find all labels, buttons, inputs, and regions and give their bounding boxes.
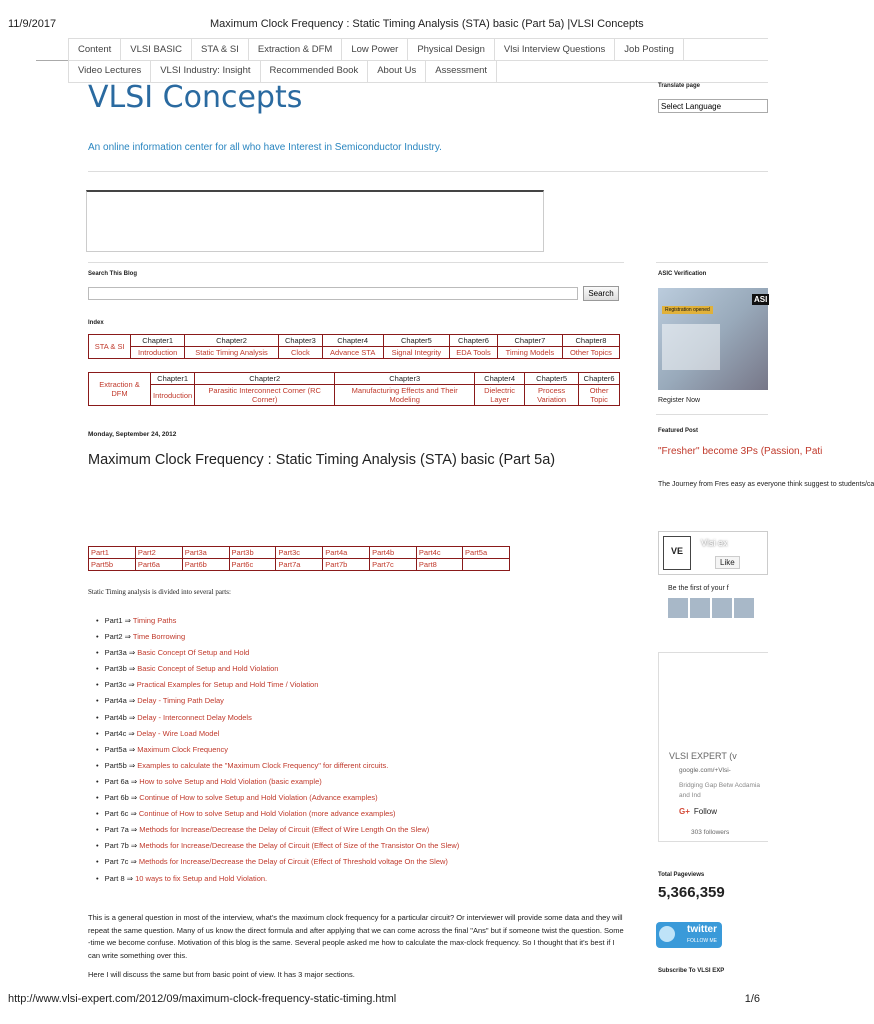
chapter-header: Chapter4 (322, 335, 383, 347)
part-key: Part4b (104, 712, 127, 722)
list-item: • Part4c ⇒ Delay - Wire Load Model (96, 726, 459, 742)
nav-item-physical-design[interactable]: Physical Design (408, 39, 495, 60)
print-url: http://www.vlsi-expert.com/2012/09/maximum-clock-frequency-static-timing.html (8, 993, 397, 1005)
list-item: • Part 8 ⇒ 10 ways to fix Setup and Hold Violation. (96, 871, 459, 887)
chapter-link[interactable]: Clock (279, 347, 323, 359)
vlsi-expert-logo: VE (663, 536, 691, 570)
list-item: • Part 7a ⇒ Methods for Increase/Decrease the Delay of Circuit (Effect of Wire Length On the Slew) (96, 822, 459, 838)
part-link[interactable]: Part3a (182, 547, 229, 559)
part-link[interactable]: How to solve Setup and Hold Violation (basic example) (139, 776, 322, 786)
dfm-index-table (88, 372, 620, 406)
list-item: • Part5a ⇒ Maximum Clock Frequency (96, 742, 459, 758)
blog-description: An online information center for all who have Interest in Semiconductor Industry. (88, 142, 442, 153)
divider (656, 414, 768, 415)
index-label: Index (88, 320, 104, 326)
google-plus-url[interactable]: google.com/+Vlsi- (679, 767, 731, 774)
part-link[interactable]: Part6a (135, 559, 182, 571)
google-plus-widget (658, 652, 768, 842)
chapter-link[interactable]: Advance STA (322, 347, 383, 359)
list-item: • Part 6c ⇒ Continue of How to solve Setup and Hold Violation (more advance examples) (96, 806, 459, 822)
part-link[interactable]: Methods for Increase/Decrease the Delay of Circuit (Effect of Wire Length On the Slew) (139, 825, 430, 835)
chapter-link[interactable]: Signal Integrity (383, 347, 449, 359)
part-key: Part 7a (104, 825, 129, 835)
language-select[interactable]: Select Language (658, 99, 768, 113)
list-item: • Part2 ⇒ Time Borrowing (96, 629, 459, 645)
subscribe-label: Subscribe To VLSI EXP (658, 968, 725, 974)
nav-item-recommended-book[interactable]: Recommended Book (261, 60, 369, 82)
part-link[interactable]: Part7a (276, 559, 323, 571)
part-link[interactable]: Part4c (416, 547, 462, 559)
chapter-header: Chapter3 (335, 373, 475, 385)
list-item: • Part 7b ⇒ Methods for Increase/Decrease the Delay of Circuit (Effect of Size of the Transistor On the Slew) (96, 838, 459, 854)
part-key: Part 6c (104, 809, 129, 819)
divider (88, 262, 624, 263)
asic-verification-banner[interactable] (658, 288, 768, 390)
nav-divider (36, 60, 68, 61)
part-link[interactable]: Part6c (229, 559, 276, 571)
sta-index-table (88, 334, 620, 359)
part-key: Part 6a (104, 776, 129, 786)
part-link[interactable]: Part3c (276, 547, 323, 559)
chapter-link[interactable]: Introduction (131, 347, 185, 359)
chapter-link[interactable]: Introduction (151, 385, 195, 406)
part-link[interactable]: Part7c (370, 559, 417, 571)
chapter-header: Chapter7 (497, 335, 562, 347)
part-link[interactable]: Part4b (370, 547, 417, 559)
chapter-header: Chapter5 (383, 335, 449, 347)
list-item: • Part3c ⇒ Practical Examples for Setup and Hold Time / Violation (96, 677, 459, 693)
google-plus-follow-button[interactable] (679, 807, 717, 816)
part-link[interactable]: Part1 (89, 547, 136, 559)
part-link[interactable]: Part6b (182, 559, 229, 571)
chapter-link[interactable]: Process Variation (525, 385, 579, 406)
chapter-header: Chapter8 (562, 335, 619, 347)
part-link[interactable]: Part4a (323, 547, 370, 559)
list-item: • Part 6a ⇒ How to solve Setup and Hold Violation (basic example) (96, 774, 459, 790)
part-key: Part1 (104, 616, 123, 625)
part-key: Part2 (104, 632, 123, 642)
chapter-link[interactable]: EDA Tools (450, 347, 498, 359)
print-page-number: 1/6 (744, 993, 760, 1005)
part-key: Part3b (104, 664, 127, 674)
chapter-header: Chapter1 (131, 335, 185, 347)
part-key: Part4a (104, 696, 127, 706)
nav-item-vlsi-basic[interactable]: VLSI BASIC (121, 39, 192, 60)
nav-item-low-power[interactable]: Low Power (342, 39, 408, 60)
banner-ad[interactable] (86, 190, 544, 252)
part-link[interactable]: Delay - Interconnect Delay Models (137, 712, 252, 722)
dfm-row-label[interactable]: Extraction & DFM (89, 373, 151, 406)
nav-item-content[interactable]: Content (68, 39, 121, 60)
part-link[interactable]: Part8 (416, 559, 462, 571)
part-link[interactable]: Part7b (323, 559, 370, 571)
part-link[interactable]: Methods for Increase/Decrease the Delay of Circuit (Effect of Size of the Transistor On the Slew) (139, 841, 460, 851)
part-key: Part3c (104, 680, 127, 690)
part-link[interactable] (463, 559, 510, 571)
translate-label: Translate page (658, 83, 701, 89)
facebook-first-friend: Be the first of your f (668, 585, 729, 592)
part-nav-table (88, 546, 510, 571)
print-date: 11/9/2017 (8, 18, 57, 30)
divider (656, 262, 768, 263)
follow-label: Follow (693, 807, 718, 816)
featured-post-label: Featured Post (658, 428, 699, 434)
part-link[interactable]: Continue of How to solve Setup and Hold Violation (more advance examples) (138, 809, 396, 819)
avatar[interactable] (734, 598, 754, 618)
blog-title[interactable]: VLSI Concepts (88, 80, 303, 115)
part-link[interactable]: Basic Concept Of Setup and Hold (137, 648, 250, 658)
twitter-follow-label: FOLLOW ME (686, 938, 717, 944)
google-plus-page-name[interactable]: VLSI EXPERT (v (669, 751, 737, 761)
nav-item-interview-questions[interactable]: Vlsi Interview Questions (495, 39, 615, 60)
parts-list (96, 613, 459, 887)
avatar[interactable] (712, 598, 732, 618)
part-link[interactable]: Methods for Increase/Decrease the Delay of Circuit (Effect of Threshold voltage On the Slew) (138, 857, 448, 867)
avatar[interactable] (668, 598, 688, 618)
part-key: Part5b (104, 760, 127, 770)
nav-item-video-lectures[interactable]: Video Lectures (68, 60, 151, 82)
part-link[interactable]: Timing Paths (132, 616, 177, 625)
asic-verification-label: ASIC Verification (658, 271, 707, 277)
part-key: Part5a (104, 744, 127, 754)
list-item: • Part5b ⇒ Examples to calculate the "Maximum Clock Frequency" for different circuits. (96, 758, 459, 774)
sta-row-label[interactable]: STA & SI (89, 335, 131, 359)
twitter-bird-icon (659, 926, 675, 942)
list-item: • Part1 ⇒ Timing Paths (96, 613, 459, 629)
search-label: Search This Blog (88, 271, 138, 277)
part-link[interactable]: Continue of How to solve Setup and Hold Violation (Advance examples) (139, 793, 378, 803)
chapter-header: Chapter4 (475, 373, 525, 385)
part-key: Part 6b (104, 793, 129, 803)
nav-item-industry-insight[interactable]: VLSI Industry: Insight (151, 60, 260, 82)
google-plus-description: Bridging Gap Betw Acdamia and Ind (679, 782, 760, 799)
part-link[interactable]: Part2 (135, 547, 182, 559)
friend-avatars (668, 598, 754, 618)
chapter-link[interactable]: Parasitic Interconnect Corner (RC Corner) (195, 385, 335, 406)
nav-item-assessment[interactable]: Assessment (426, 60, 497, 82)
chapter-header: Chapter6 (450, 335, 498, 347)
list-item: • Part 7c ⇒ Methods for Increase/Decrease the Delay of Circuit (Effect of Threshold voltage On the Slew) (96, 854, 459, 870)
twitter-word: twitter (687, 924, 717, 935)
part-link[interactable]: Examples to calculate the "Maximum Clock Frequency" for different circuits. (137, 760, 389, 770)
post-paragraph: This is a general question in most of the interview, what's the maximum clock frequency for a particular circuit? Or interviewer will provide some data and they will repeat the same question. Many of us know the direct formula and after applying that we can come across the final "Ans" but if someone twist the question. Some -time we become confuse. Motivation of this blog is the same. Several people asked me how to calculate the max-clock frequency. So I thought that it's best if I can write something over this. (88, 913, 624, 960)
chapter-header: Chapter5 (525, 373, 579, 385)
featured-post-excerpt: The Journey from Fres easy as everyone think suggest to students/ca (658, 481, 874, 488)
chapter-header: Chapter2 (195, 373, 335, 385)
nav-item-job-posting[interactable]: Job Posting (615, 39, 684, 60)
search-button[interactable]: Search (583, 286, 619, 301)
nav-item-about-us[interactable]: About Us (368, 60, 426, 82)
register-now-link[interactable]: Register Now (658, 397, 701, 404)
banner-textbox (662, 324, 720, 370)
pageviews-label: Total Pageviews (658, 872, 705, 878)
chapter-header: Chapter3 (279, 335, 323, 347)
list-item: • Part4b ⇒ Delay - Interconnect Delay Models (96, 710, 459, 726)
google-plus-icon: G+ (679, 807, 690, 816)
part-link[interactable]: Practical Examples for Setup and Hold Time / Violation (136, 680, 319, 690)
part-key: Part4c (104, 728, 127, 738)
twitter-follow-button[interactable] (656, 922, 722, 948)
pageviews-count: 5,366,359 (658, 884, 725, 901)
list-item: • Part4a ⇒ Delay - Timing Path Delay (96, 693, 459, 709)
part-key: Part 8 (104, 873, 125, 883)
part-link[interactable]: Basic Concept of Setup and Hold Violation (137, 664, 279, 674)
registration-tag: Registration opened (662, 306, 713, 314)
chapter-link[interactable]: Other Topics (562, 347, 619, 359)
part-key: Part3a (104, 648, 127, 658)
facebook-page-name[interactable]: Vlsi ex (701, 538, 728, 548)
post-title[interactable]: Maximum Clock Frequency : Static Timing Analysis (STA) basic (Part 5a) (88, 452, 556, 468)
nav-row-1 (68, 38, 768, 61)
part-link[interactable]: Time Borrowing (132, 632, 186, 642)
facebook-widget (658, 531, 768, 575)
chapter-header: Chapter2 (184, 335, 278, 347)
chapter-link[interactable]: Dielectric Layer (475, 385, 525, 406)
part-link[interactable]: Part3b (229, 547, 276, 559)
list-item: • Part3b ⇒ Basic Concept of Setup and Hold Violation (96, 661, 459, 677)
post-intro: Static Timing analysis is divided into several parts: (88, 588, 231, 596)
nav-item-extraction-dfm[interactable]: Extraction & DFM (249, 39, 342, 60)
chapter-header: Chapter1 (151, 373, 195, 385)
part-link[interactable]: Part5a (463, 547, 510, 559)
part-key: Part 7c (104, 857, 129, 867)
part-key: Part 7b (104, 841, 129, 851)
list-item: • Part 6b ⇒ Continue of How to solve Setup and Hold Violation (Advance examples) (96, 790, 459, 806)
avatar[interactable] (690, 598, 710, 618)
chapter-link[interactable]: Other Topic (579, 385, 620, 406)
google-plus-followers: 303 followers (691, 829, 730, 836)
part-link[interactable]: Maximum Clock Frequency (137, 744, 229, 754)
nav-item-sta-si[interactable]: STA & SI (192, 39, 249, 60)
divider (88, 171, 768, 172)
post-paragraph: Here I will discuss the same but from basic point of view. It has 3 major sections. (88, 970, 355, 979)
facebook-like-button[interactable]: Like (715, 556, 740, 569)
chapter-link[interactable]: Manufacturing Effects and Their Modeling (335, 385, 475, 406)
part-link[interactable]: Delay - Wire Load Model (136, 728, 220, 738)
post-date: Monday, September 24, 2012 (88, 431, 177, 438)
part-link[interactable]: Delay - Timing Path Delay (137, 696, 224, 706)
part-link[interactable]: 10 ways to fix Setup and Hold Violation. (135, 873, 268, 883)
print-title: Maximum Clock Frequency : Static Timing Analysis (STA) basic (Part 5a) |VLSI Concepts (210, 18, 644, 30)
chapter-header: Chapter6 (579, 373, 620, 385)
list-item: • Part3a ⇒ Basic Concept Of Setup and Hold (96, 645, 459, 661)
search-input[interactable] (88, 287, 578, 300)
chapter-link[interactable]: Static Timing Analysis (184, 347, 278, 359)
asic-logo: ASI (754, 295, 768, 304)
chapter-link[interactable]: Timing Models (497, 347, 562, 359)
featured-post-title[interactable]: "Fresher" become 3Ps (Passion, Pati (658, 446, 823, 457)
part-link[interactable]: Part5b (89, 559, 136, 571)
